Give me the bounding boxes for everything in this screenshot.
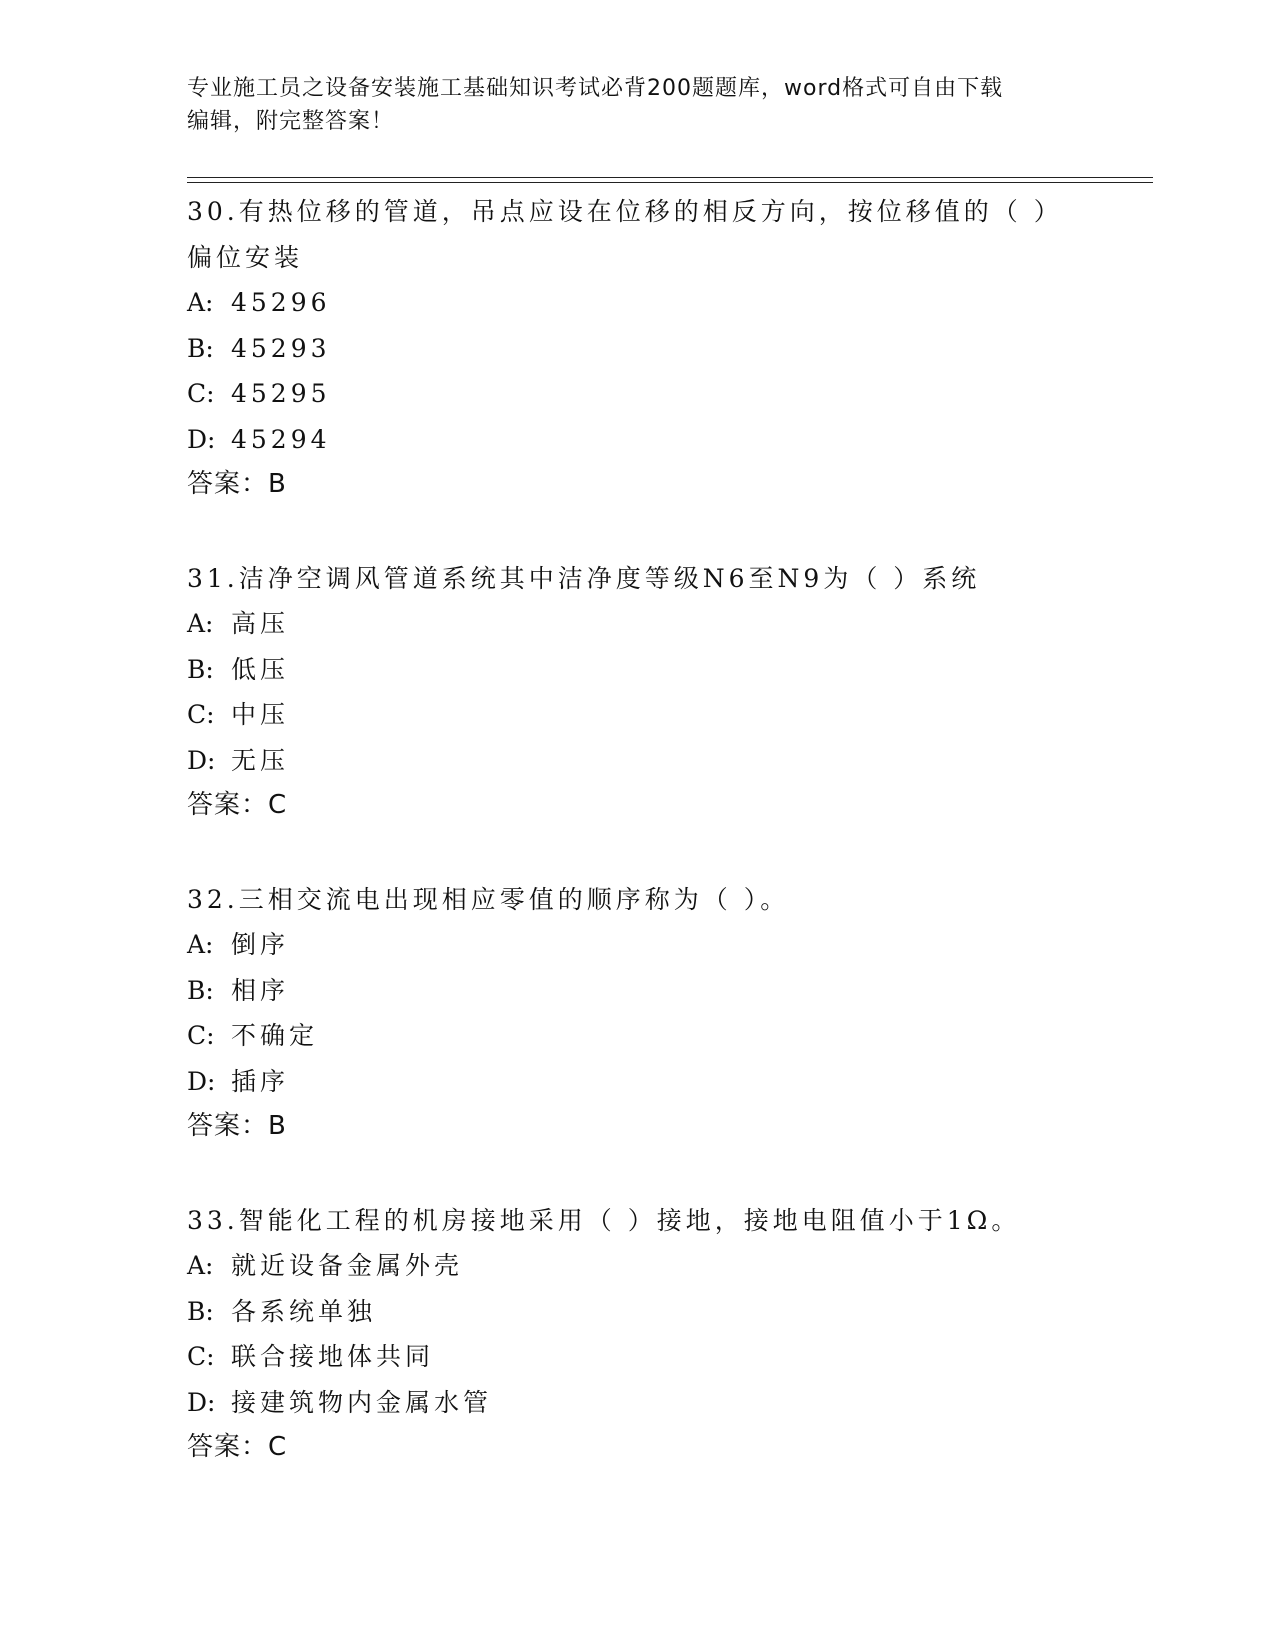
option-key: C: [187, 700, 215, 729]
header-divider-bottom [187, 182, 1153, 183]
option-d [187, 1059, 1147, 1105]
option-c [187, 692, 1147, 738]
option-a [187, 922, 1147, 968]
option-key: B: [187, 654, 214, 684]
option-text: 联合接地体共同 [231, 1342, 435, 1371]
option-d [187, 417, 1147, 463]
option-c [187, 371, 1147, 417]
option-text: 各系统单独 [231, 1296, 377, 1326]
answer-line: 答案：B [187, 1111, 287, 1141]
option-text: 高压 [231, 609, 290, 638]
option-text: 低压 [231, 654, 290, 684]
answer-line: 答案：C [187, 1432, 288, 1462]
option-c [187, 1334, 1147, 1380]
question-list [187, 189, 1147, 1519]
option-text: 相序 [231, 975, 290, 1005]
option-text: 接建筑物内金属水管 [231, 1387, 493, 1417]
question-30 [187, 189, 1147, 508]
option-key: D: [187, 1066, 216, 1096]
option-text: 倒序 [231, 930, 290, 959]
option-key: C: [187, 1021, 215, 1050]
option-key: D: [187, 1387, 216, 1417]
option-b [187, 968, 1147, 1014]
option-a [187, 1243, 1147, 1289]
question-31 [187, 556, 1147, 829]
option-c [187, 1013, 1147, 1059]
option-text: 45293 [231, 333, 331, 363]
option-key: D: [187, 745, 216, 775]
option-text: 45294 [231, 424, 331, 454]
option-b [187, 326, 1147, 372]
option-key: C: [187, 1342, 215, 1371]
option-text: 就近设备金属外壳 [231, 1251, 464, 1280]
question-stem: 33.智能化工程的机房接地采用（ ）接地，接地电阻值小于1Ω。 [187, 1205, 1021, 1235]
option-key: B: [187, 975, 214, 1005]
option-d [187, 1380, 1147, 1426]
option-key: B: [187, 333, 214, 363]
option-a [187, 601, 1147, 647]
option-text: 中压 [231, 700, 290, 729]
question-stem: 30.有热位移的管道，吊点应设在位移的相反方向，按位移值的（ ） [187, 197, 1063, 226]
option-key: A: [187, 930, 214, 959]
option-b [187, 1289, 1147, 1335]
option-key: A: [187, 1251, 214, 1280]
option-text: 无压 [231, 745, 290, 775]
option-text: 插序 [231, 1066, 290, 1096]
option-key: A: [187, 288, 214, 317]
option-text: 45296 [231, 288, 331, 317]
option-a [187, 280, 1147, 326]
option-key: C: [187, 379, 215, 408]
option-text: 不确定 [231, 1021, 319, 1050]
option-text: 45295 [231, 379, 331, 408]
option-key: D: [187, 424, 216, 454]
header-title-line-2: 编辑，附完整答案！ [187, 109, 395, 134]
option-key: A: [187, 609, 214, 638]
header-divider-top [187, 177, 1153, 178]
header-title-line-1: 专业施工员之设备安装施工基础知识考试必背200题题库，word格式可自由下载 [187, 76, 1004, 101]
answer-line: 答案：B [187, 469, 287, 499]
option-d [187, 738, 1147, 784]
question-stem: 32.三相交流电出现相应零值的顺序称为（ ）。 [187, 884, 790, 914]
question-32 [187, 877, 1147, 1150]
question-33 [187, 1198, 1147, 1471]
option-key: B: [187, 1296, 214, 1326]
document-header [187, 72, 1067, 138]
answer-line: 答案：C [187, 790, 288, 820]
question-stem: 31.洁净空调风管道系统其中洁净度等级N6至N9为（ ）系统 [187, 563, 981, 593]
option-b [187, 647, 1147, 693]
question-stem-continued: 偏位安装 [187, 242, 304, 272]
